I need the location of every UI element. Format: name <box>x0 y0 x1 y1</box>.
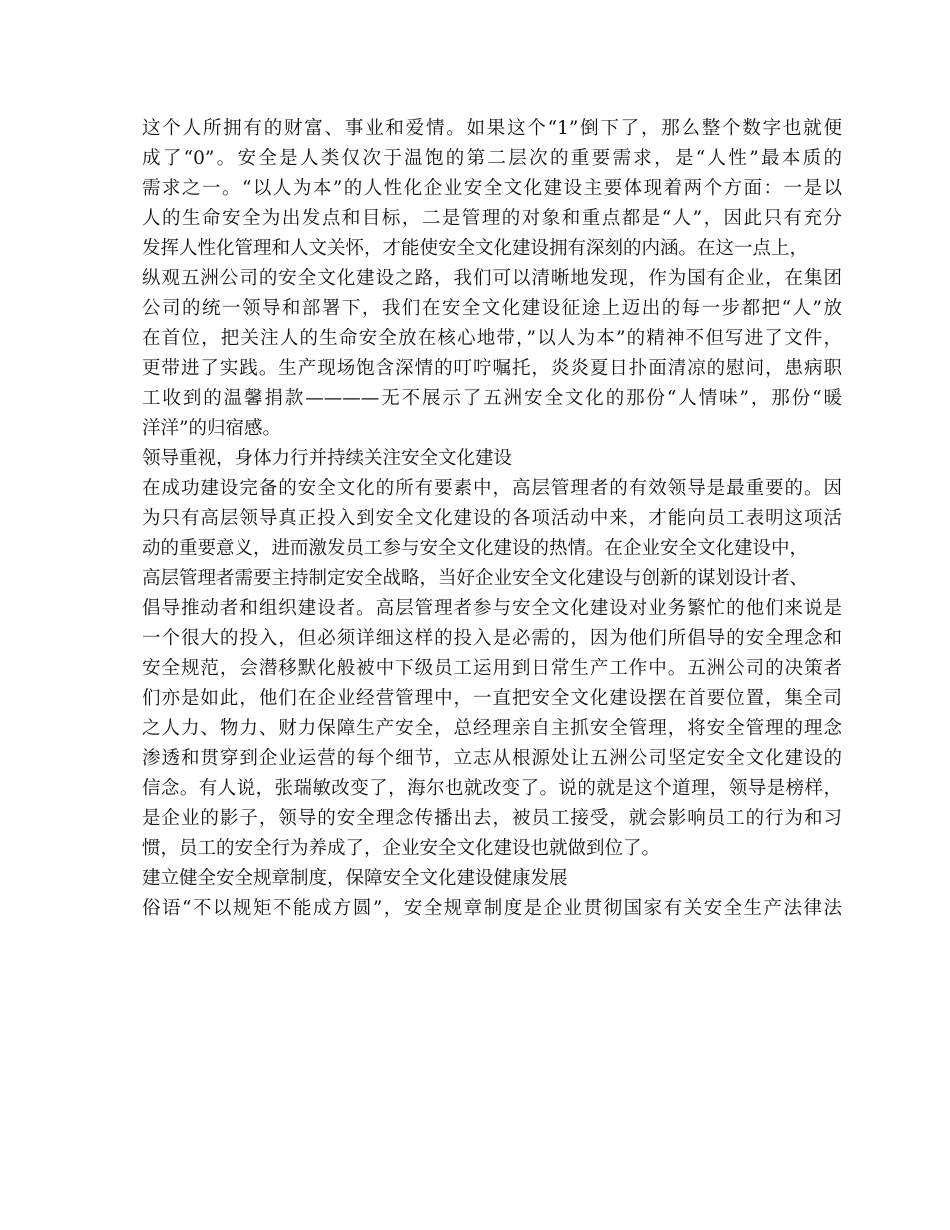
text-line: 纵观五洲公司的安全文化建设之路，我们可以清晰地发现，作为国有企业，在集团 <box>142 268 842 289</box>
text-line: 工收到的温馨捐款————无不展示了五洲安全文化的那份“人情味”，那份“暖 <box>142 388 842 409</box>
section-heading: 领导重视，身体力行并持续关注安全文化建设 <box>142 448 513 469</box>
text-line: 一个很大的投入，但必须详细这样的投入是必需的，因为他们所倡导的安全理念和 <box>142 628 842 649</box>
text-line: 高层管理者需要主持制定安全战略，当好企业安全文化建设与创新的谋划设计者、 <box>142 568 809 589</box>
text-line: 人的生命安全为出发点和目标，二是管理的对象和重点都是“人”，因此只有充分 <box>142 208 842 229</box>
text-line: 在成功建设完备的安全文化的所有要素中，高层管理者的有效领导是最重要的。因 <box>142 478 842 499</box>
text-line: 需求之一。“以人为本”的人性化企业安全文化建设主要体现着两个方面：一是以 <box>142 178 842 199</box>
text-line: 在首位，把关注人的生命安全放在核心地带，”以人为本”的精神不但写进了文件， <box>142 328 842 349</box>
text-line: 俗语“不以规矩不能成方圆”，安全规章制度是企业贯彻国家有关安全生产法律法 <box>142 898 842 919</box>
text-line: 洋洋”的归宿感。 <box>142 418 281 439</box>
text-line: 动的重要意义，进而激发员工参与安全文化建设的热情。在企业安全文化建设中， <box>142 538 809 559</box>
text-line: 之人力、物力、财力保障生产安全，总经理亲自主抓安全管理，将安全管理的理念 <box>142 718 842 739</box>
document-page <box>142 114 842 924</box>
text-line: 信念。有人说，张瑞敏改变了，海尔也就改变了。说的就是这个道理，领导是榜样， <box>142 778 842 799</box>
text-line: 更带进了实践。生产现场饱含深情的叮咛嘱托，炎炎夏日扑面清凉的慰问，患病职 <box>142 358 842 379</box>
text-line: 这个人所拥有的财富、事业和爱情。如果这个“1”倒下了，那么整个数字也就便 <box>142 118 842 139</box>
text-line: 渗透和贯穿到企业运营的每个细节，立志从根源处让五洲公司坚定安全文化建设的 <box>142 748 842 769</box>
text-line: 惯，员工的安全行为养成了，企业安全文化建设也就做到位了。 <box>142 838 661 859</box>
text-line: 倡导推动者和组织建设者。高层管理者参与安全文化建设对业务繁忙的他们来说是 <box>142 598 842 619</box>
text-line: 安全规范，会潜移默化般被中下级员工运用到日常生产工作中。五洲公司的决策者 <box>142 658 842 679</box>
section-heading: 建立健全安全规章制度，保障安全文化建设健康发展 <box>142 868 568 889</box>
text-line: 发挥人性化管理和人文关怀，才能使安全文化建设拥有深刻的内涵。在这一点上， <box>142 238 809 259</box>
text-line: 们亦是如此，他们在企业经营管理中，一直把安全文化建设摆在首要位置，集全司 <box>142 688 842 709</box>
text-line: 是企业的影子，领导的安全理念传播出去，被员工接受，就会影响员工的行为和习 <box>142 808 842 829</box>
text-line: 成了“0”。安全是人类仅次于温饱的第二层次的重要需求，是“人性”最本质的 <box>142 148 842 169</box>
text-line: 为只有高层领导真正投入到安全文化建设的各项活动中来，才能向员工表明这项活 <box>142 508 842 529</box>
text-line: 公司的统一领导和部署下，我们在安全文化建设征途上迈出的每一步都把“人”放 <box>142 298 842 319</box>
